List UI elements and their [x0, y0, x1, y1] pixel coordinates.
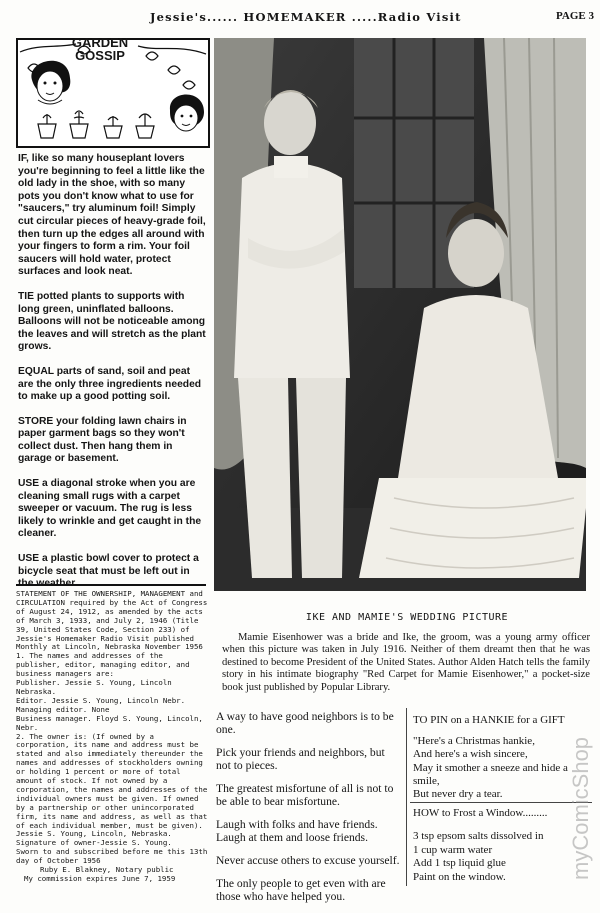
hankie-line: But never dry a tear.	[413, 788, 503, 801]
statement-line: My commission expires June 7, 1959	[24, 874, 176, 883]
gossip-paragraph: USE a diagonal stroke when you are cleaning small rugs with a carpet sweeper or vacuum. The rug is less likely to wrinkle and get caught in the cleaner.	[18, 478, 202, 540]
statement-line: STATEMENT OF THE OWNERSHIP, MANAGEMENT and CIRCULATION required by the Act of Congress of August 24, 1912, as amended by the acts of March 3, 1933, and July 2, 1946 (Title 39, United States Code, Section 233) of Jessie's Homemaker Radio Visit published Monthly at Lincoln, Nebraska November 1956	[16, 589, 212, 652]
frost-line: 1 cup warm water	[413, 843, 493, 856]
garden-gossip-title-line1: GARDEN	[71, 35, 129, 50]
statement-line: Signature of owner-Jessie S. Young.	[16, 838, 172, 848]
statement-line: Business manager. Floyd S. Young, Lincoln, Nebr.	[16, 713, 208, 732]
column-divider	[406, 708, 407, 886]
hankie-title: TO PIN on a HANKIE for a GIFT	[413, 714, 565, 726]
hankie-poem	[413, 714, 593, 801]
frost-line: Paint on the window.	[413, 870, 506, 883]
neighbors-column	[216, 710, 401, 913]
woman-right-icon	[170, 95, 204, 132]
watermark: myComicShop	[568, 736, 593, 880]
wedding-photo-illustration	[214, 38, 586, 591]
saying: The only people to get even with are those who have helped you.	[216, 877, 386, 903]
caption-text: Mamie Eisenhower was a bride and Ike, the groom, was a young army officer when this picture was taken in July 1916. Neither of them dreamt then that he was destined to become President of the United States. Author Alden Hatch tells the family story in his intimate biography "Red Carpet for Mamie Eisenhower," a pocket-size book just published by Popular Library.	[222, 632, 590, 693]
statement-line: Publisher. Jessie S. Young, Lincoln Nebraska.	[16, 678, 177, 696]
gossip-paragraph: STORE your folding lawn chairs in paper garment bags so they won't collect dust. Then hang them in garage or basement.	[18, 415, 187, 465]
frost-title: HOW to Frost a Window.........	[413, 807, 548, 819]
statement-line: Sworn to and subscribed before me this 13th day of October 1956	[16, 847, 212, 866]
page-number: PAGE 3	[556, 10, 594, 22]
section-divider	[410, 802, 592, 803]
potted-plants-icon	[38, 111, 154, 138]
statement-line: Editor. Jessie S. Young, Lincoln Nebr.	[16, 695, 186, 705]
gossip-paragraph: EQUAL parts of sand, soil and peat are the only three ingredients needed to make up a good potting soil.	[18, 365, 202, 403]
caption-title: IKE AND MAMIE'S WEDDING PICTURE	[305, 612, 509, 623]
garden-gossip-title-line2: GOSSIP	[75, 48, 125, 63]
statement-line: Jessie S. Young, Lincoln, Nebraska.	[16, 829, 172, 839]
saying: The greatest misfortune of all is not to be able to bear misfortune.	[216, 782, 394, 808]
wedding-photo	[214, 38, 586, 591]
statement-line: Managing editor. None	[16, 704, 110, 714]
gossip-paragraph: USE a plastic bowl cover to protect a bicycle seat that must be left out in	[18, 553, 199, 577]
saying: A way to have good neighbors is to be one.	[216, 710, 394, 736]
garden-gossip-column	[18, 153, 206, 603]
frost-line: 3 tsp epsom salts dissolved in	[413, 830, 544, 843]
woman-left-icon	[31, 61, 70, 104]
gossip-paragraph: TIE potted plants to supports with long green, uninflated balloons. Balloons will not be noticeable among the leaves and will stretch as the plant grows.	[18, 290, 206, 353]
frost-line: Add 1 tsp liquid glue	[413, 857, 506, 870]
saying: Pick your friends and neighbors, but not to pieces.	[216, 746, 385, 772]
page-header: Jessie's...... HOMEMAKER .....Radio Visit	[150, 10, 462, 24]
statement-line: 2. The owner is: (If owned by a corporation, its name and address must be stated and also immediately thereunder the names and addresses of stockholders owning or holding 1 percent or more of total amount of stock. If not owned by a corporation, the names and addresses of the individual owners must be given. If owned by a partnership or other unincorporated firm, its name and address, as well as that of each individual member, must be given).	[16, 731, 212, 830]
saying: Never accuse others to excuse yourself.	[216, 854, 400, 867]
garden-gossip-title	[70, 36, 130, 62]
caption-body	[222, 632, 590, 694]
statement-line: Ruby E. Blakney, Notary public	[40, 865, 174, 875]
saying: Laugh with folks and have friends. Laugh at them and loose friends.	[216, 818, 378, 844]
hankie-line: "Here's a Christmas hankie,	[413, 735, 535, 748]
section-divider	[16, 584, 206, 586]
hankie-line: And here's a wish sincere,	[413, 748, 528, 761]
statement-line: 1. The names and addresses of the publisher, editor, managing editor, and business managers are:	[16, 651, 194, 679]
gossip-paragraph: IF, like so many houseplant lovers you're beginning to feel a little like the old lady in the shoe, with so many pots you don't know what to use for "saucers," try aluminum foil! Simply cut circular pieces of heavy-grade foil, then turn up the edges all around with your fingers to form a rim. Your foil saucers will hold water, protect surfaces and look neat.	[18, 153, 206, 278]
ownership-statement	[16, 590, 211, 884]
hankie-line: May it smother a sneeze and hide a smile,	[413, 761, 568, 787]
